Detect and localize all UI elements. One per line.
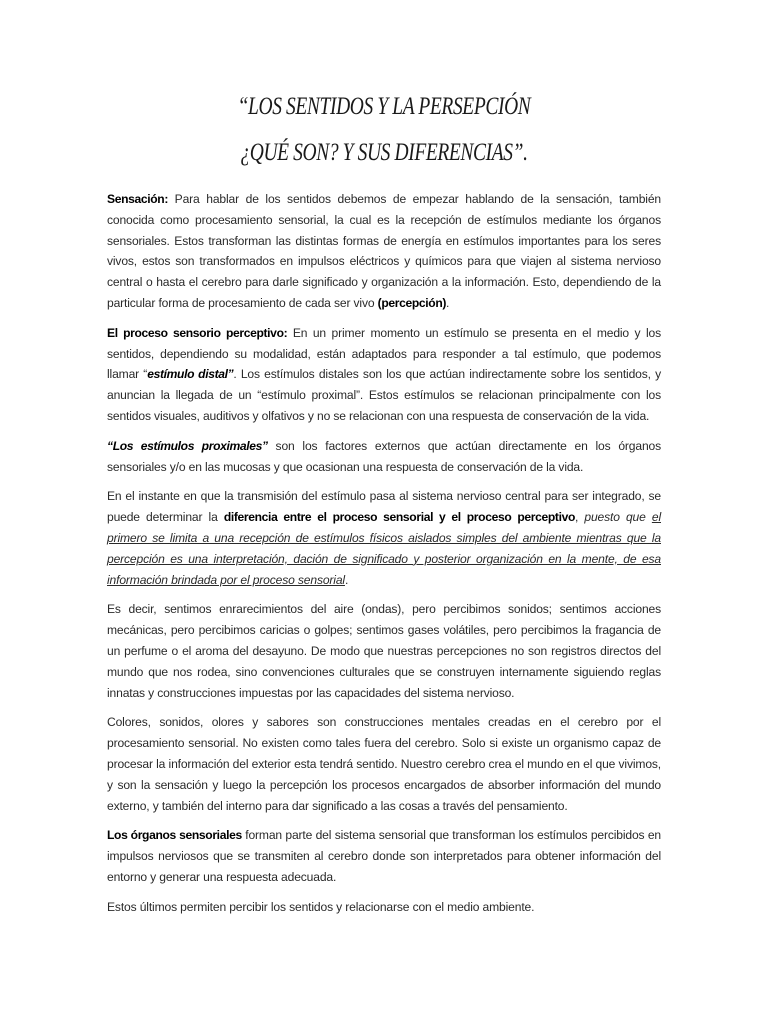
paragraph-text: son los factores externos que actúan directamente en los órganos sensoriales y/o en las mucosas y que ocasionan una respuesta de conservación de la vida. [107, 438, 661, 474]
document-title-line-2: ¿QUÉ SON? Y SUS DIFERENCIAS”. [240, 139, 528, 166]
document-body [107, 189, 661, 918]
paragraph-text: En el instante en que la transmisión del estímulo pasa al sistema nervioso central para ser integrado, se puede determinar la [107, 489, 661, 525]
paragraph-estos-ultimos: Estos últimos permiten percibir los sentidos y relacionarse con el medio ambiente. [107, 899, 535, 914]
document-title-line-1: “LOS SENTIDOS Y LA PERSEPCIÓN [237, 93, 531, 120]
paragraph-sensacion [107, 189, 661, 314]
paragraph-text: . Los estímulos distales son los que actúan indirectamente sobre los sentidos, y anuncian la llegada de un “estímulo proximal”. Estos estímulos se relacionan principalmente con los sentidos visuales, auditivos y olfativos y no se relacionan con una respuesta de conservación de la vida. [107, 367, 661, 423]
underlined-definition: el primero se limita a una recepción de estímulos físicos aislados simples del ambiente mientras que la percepción es una interpretación, dación de significado y posterior organización en la mente, de esa información brindada por el proceso sensorial [107, 510, 661, 587]
paragraph-end: . [446, 295, 450, 310]
paragraph-es-decir: Es decir, sentimos enrarecimientos del aire (ondas), pero percibimos sonidos; sentimos acciones mecánicas, pero percibimos caricias o golpes; sentimos gases volátiles, pero percibimos la fragancia de un perfume o el aroma del desayuno. De modo que nuestras percepciones no son registros directos del mundo que nos rodea, sino convenciones culturales que se construyen internamente siguiendo reglas innatas y construcciones impuestas por las capacidades del sistema nervioso. [107, 602, 661, 700]
paragraph-text: forman parte del sistema sensorial que transforman los estímulos percibidos en impulsos nerviosos que se transmiten al cerebro donde son interpretados para obtener información del entorno y generar una respuesta adecuada. [107, 828, 661, 884]
emphasis-percepcion: (percepción) [377, 295, 447, 310]
document-page [107, 92, 661, 918]
paragraph-diferencia [107, 486, 661, 590]
paragraph-organos-sensoriales [107, 825, 661, 887]
paragraph-proceso-sensorio [107, 323, 661, 427]
emphasis-estimulo-distal: estímulo distal” [147, 367, 234, 382]
label-organos-sensoriales: Los órganos sensoriales [107, 828, 242, 843]
label-sensacion: Sensación: [107, 192, 169, 206]
paragraph-estimulos-proximales [107, 436, 661, 478]
paragraph-text: , [575, 510, 585, 525]
label-estimulos-proximales: “Los estímulos proximales” [107, 438, 268, 453]
paragraph-colores: Colores, sonidos, olores y sabores son construcciones mentales creadas en el cerebro por el procesamiento sensorial. No existen como tales fuera del cerebro. Solo si existe un organismo capaz de procesar la información del exterior esta tendrá sentido. Nuestro cerebro crea el mundo en el que vivimos, y son la sensación y luego la percepción los procesos encargados de absorber información del mundo externo, y también del interno para dar significado a las cosas a través del pensamiento. [107, 715, 661, 813]
italic-puesto-que: puesto que [584, 510, 652, 525]
label-proceso-sensorio: El proceso sensorio perceptivo: [107, 325, 288, 340]
paragraph-text: En un primer momento un estímulo se presenta en el medio y los sentidos, dependiendo su modalidad, están adaptados para responder a tal estímulo, que podemos llamar “ [107, 325, 661, 382]
emphasis-diferencia: diferencia entre el proceso sensorial y el proceso perceptivo [223, 510, 575, 525]
paragraph-end: . [344, 572, 349, 587]
paragraph-text: Para hablar de los sentidos debemos de empezar hablando de la sensación, también conocida como procesamiento sensorial, la cual es la recepción de estímulos mediante los órganos sensoriales. Estos transforman las distintas formas de energía en estímulos importantes para los seres vivos, estos son transformados en impulsos eléctricos y químicos para que viajen al sistema nervioso central o hasta el cerebro para darle significado y organización a la información. Esto, dependiendo de la particular forma de procesamiento de cada ser vivo [107, 192, 661, 310]
